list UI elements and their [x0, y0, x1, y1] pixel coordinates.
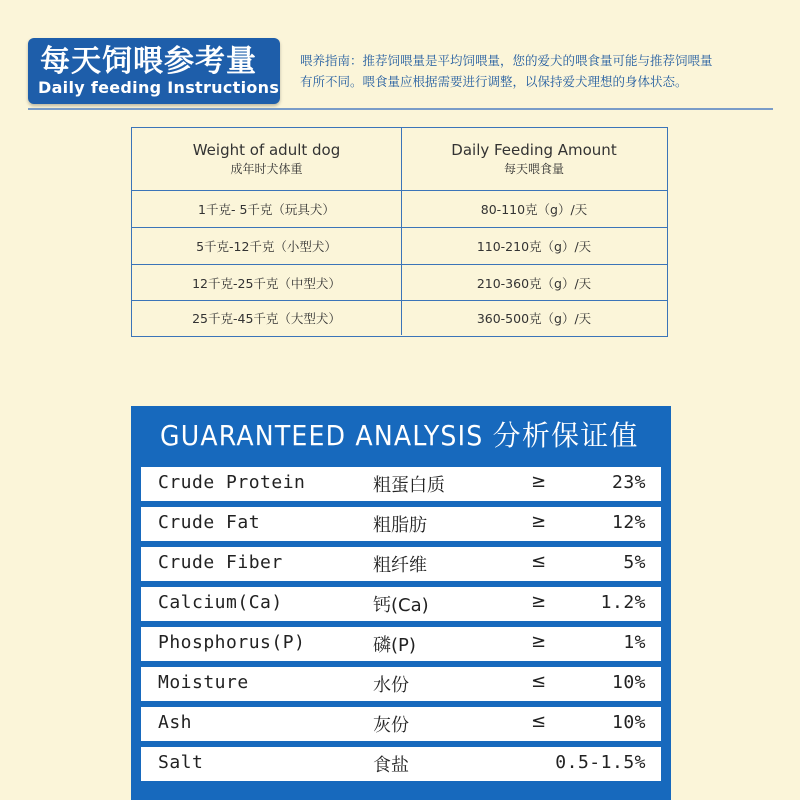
analysis-row	[141, 507, 661, 541]
page-title-cn: 每天饲喂参考量	[40, 44, 257, 79]
page-title-en: Daily feeding Instructions	[38, 78, 280, 97]
weight-column-header	[132, 128, 402, 190]
nutrient-name: Moisture	[158, 672, 249, 693]
amount-cell	[402, 191, 666, 227]
weight-header-cn: 成年时犬体重	[230, 162, 303, 176]
weight-cell	[132, 301, 402, 335]
comparison-operator: ≤	[531, 671, 547, 692]
amount-column-header	[402, 128, 666, 190]
amount-cell	[402, 228, 666, 264]
weight-cell	[132, 228, 402, 264]
amount-header-cn: 每天喂食量	[503, 162, 564, 176]
amount-header-en: Daily Feeding Amount	[451, 141, 617, 159]
weight-value: 1千克- 5千克（玩具犬）	[198, 202, 335, 217]
nutrient-name-cn: 钙(Ca)	[373, 595, 429, 616]
nutrient-name-cn: 食盐	[373, 755, 409, 776]
nutrient-value: 1.2%	[600, 592, 646, 613]
comparison-operator: ≥	[531, 471, 547, 492]
feeding-guide-note	[300, 50, 780, 92]
nutrient-name: Crude Protein	[158, 472, 306, 493]
feeding-table	[131, 127, 668, 337]
nutrient-name: Calcium(Ca)	[158, 592, 283, 613]
amount-cell	[402, 265, 666, 300]
analysis-row	[141, 667, 661, 701]
analysis-row	[141, 707, 661, 741]
weight-cell	[132, 265, 402, 300]
nutrient-name: Phosphorus(P)	[158, 632, 306, 653]
guaranteed-analysis-title: GUARANTEED ANALYSIS 分析保证值	[160, 419, 639, 452]
amount-cell	[402, 301, 666, 335]
nutrient-name: Salt	[158, 752, 204, 773]
analysis-row	[141, 627, 661, 661]
feeding-guide-line-2: 有所不同。喂食量应根据需要进行调整，以保持爱犬理想的身体状态。	[300, 74, 688, 89]
nutrient-value: 23%	[611, 472, 646, 493]
nutrient-value: 10%	[611, 712, 646, 733]
nutrient-name-cn: 磷(P)	[373, 635, 416, 656]
analysis-row	[141, 547, 661, 581]
feeding-table-header	[132, 128, 667, 191]
analysis-row	[141, 747, 661, 781]
weight-value: 5千克-12千克（小型犬）	[196, 239, 337, 254]
header-divider	[28, 108, 773, 110]
comparison-operator: ≥	[531, 511, 547, 532]
nutrient-value: 0.5-1.5%	[555, 752, 646, 773]
weight-cell	[132, 191, 402, 227]
nutrient-name-cn: 灰份	[373, 715, 409, 736]
nutrient-name: Crude Fat	[158, 512, 261, 533]
nutrient-name-cn: 水份	[373, 675, 409, 696]
analysis-row	[141, 467, 661, 501]
nutrient-value: 1%	[623, 632, 646, 653]
nutrient-name-cn: 粗脂肪	[373, 515, 427, 536]
nutrient-name: Crude Fiber	[158, 552, 283, 573]
nutrient-name-cn: 粗纤维	[373, 555, 427, 576]
nutrient-name-cn: 粗蛋白质	[373, 475, 445, 496]
amount-value: 80-110克（g）/天	[480, 202, 588, 217]
nutrient-value: 10%	[611, 672, 646, 693]
analysis-row	[141, 587, 661, 621]
amount-value: 210-360克（g）/天	[476, 275, 592, 291]
table-row	[132, 265, 667, 301]
table-row	[132, 191, 667, 228]
comparison-operator: ≥	[531, 631, 547, 652]
comparison-operator: ≥	[531, 591, 547, 612]
table-row	[132, 228, 667, 265]
weight-value: 25千克-45千克（大型犬）	[192, 311, 341, 326]
comparison-operator: ≤	[531, 711, 547, 732]
weight-header-en: Weight of adult dog	[192, 141, 341, 159]
amount-value: 360-500克（g）/天	[476, 311, 592, 326]
amount-value: 110-210克（g）/天	[476, 239, 592, 254]
nutrient-value: 12%	[611, 512, 646, 533]
table-row	[132, 301, 667, 335]
nutrient-name: Ash	[158, 712, 193, 733]
feeding-guide-line-1: 喂养指南：推荐饲喂量是平均饲喂量，您的爱犬的喂食量可能与推荐饲喂量	[300, 53, 713, 68]
weight-value: 12千克-25千克（中型犬）	[192, 275, 341, 291]
comparison-operator: ≤	[531, 551, 547, 572]
nutrient-value: 5%	[623, 552, 646, 573]
